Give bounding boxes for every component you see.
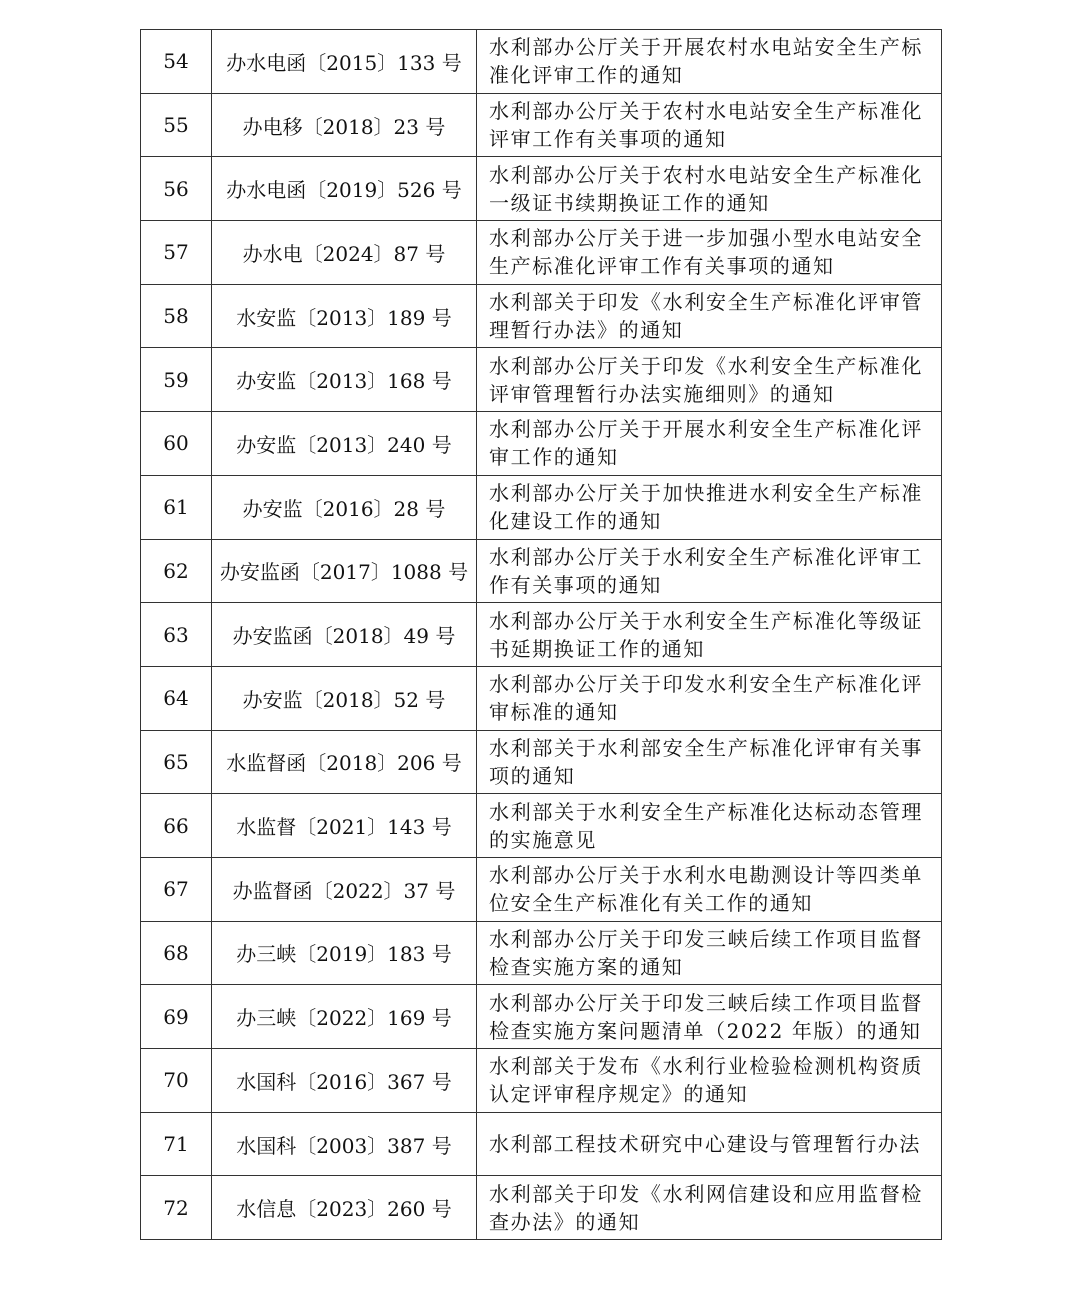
document-title: 水利部办公厅关于印发水利安全生产标准化评审标准的通知 — [477, 666, 942, 730]
table-row — [141, 985, 942, 1049]
row-number: 66 — [141, 794, 212, 858]
table-row — [141, 539, 942, 603]
row-number: 61 — [141, 475, 212, 539]
document-title: 水利部办公厅关于进一步加强小型水电站安全生产标准化评审工作有关事项的通知 — [477, 221, 942, 285]
document-title: 水利部关于印发《水利网信建设和应用监督检查办法》的通知 — [477, 1176, 942, 1240]
table-row — [141, 221, 942, 285]
row-number: 57 — [141, 221, 212, 285]
document-title: 水利部关于水利部安全生产标准化评审有关事项的通知 — [477, 730, 942, 794]
row-number: 71 — [141, 1112, 212, 1176]
row-number: 59 — [141, 348, 212, 412]
table-row — [141, 284, 942, 348]
document-number: 水国科〔2016〕367 号 — [212, 1049, 477, 1113]
row-number: 55 — [141, 93, 212, 157]
table-row — [141, 412, 942, 476]
document-title: 水利部关于印发《水利安全生产标准化评审管理暂行办法》的通知 — [477, 284, 942, 348]
document-number: 办三峡〔2019〕183 号 — [212, 921, 477, 985]
document-number: 办三峡〔2022〕169 号 — [212, 985, 477, 1049]
row-number: 68 — [141, 921, 212, 985]
row-number: 54 — [141, 30, 212, 94]
document-number: 水信息〔2023〕260 号 — [212, 1176, 477, 1240]
row-number: 60 — [141, 412, 212, 476]
document-title: 水利部工程技术研究中心建设与管理暂行办法 — [477, 1112, 942, 1176]
document-title: 水利部办公厅关于农村水电站安全生产标准化一级证书续期换证工作的通知 — [477, 157, 942, 221]
document-number: 水国科〔2003〕387 号 — [212, 1112, 477, 1176]
row-number: 72 — [141, 1176, 212, 1240]
document-title: 水利部关于水利安全生产标准化达标动态管理的实施意见 — [477, 794, 942, 858]
document-title: 水利部办公厅关于开展水利安全生产标准化评审工作的通知 — [477, 412, 942, 476]
document-number: 水监督函〔2018〕206 号 — [212, 730, 477, 794]
table-row — [141, 857, 942, 921]
document-number: 水安监〔2013〕189 号 — [212, 284, 477, 348]
table-row — [141, 666, 942, 730]
table-row — [141, 1112, 942, 1176]
row-number: 69 — [141, 985, 212, 1049]
document-title: 水利部办公厅关于印发《水利安全生产标准化评审管理暂行办法实施细则》的通知 — [477, 348, 942, 412]
row-number: 56 — [141, 157, 212, 221]
document-number: 办电移〔2018〕23 号 — [212, 93, 477, 157]
document-number: 水监督〔2021〕143 号 — [212, 794, 477, 858]
document-title: 水利部办公厅关于加快推进水利安全生产标准化建设工作的通知 — [477, 475, 942, 539]
row-number: 70 — [141, 1049, 212, 1113]
table-row — [141, 1049, 942, 1113]
document-number: 办水电〔2024〕87 号 — [212, 221, 477, 285]
table-row — [141, 475, 942, 539]
document-number: 办安监〔2018〕52 号 — [212, 666, 477, 730]
row-number: 62 — [141, 539, 212, 603]
table-row — [141, 921, 942, 985]
document-number: 办监督函〔2022〕37 号 — [212, 857, 477, 921]
row-number: 58 — [141, 284, 212, 348]
row-number: 63 — [141, 603, 212, 667]
document-number: 办安监〔2013〕240 号 — [212, 412, 477, 476]
document-title: 水利部办公厅关于农村水电站安全生产标准化评审工作有关事项的通知 — [477, 93, 942, 157]
document-list-table — [140, 29, 942, 1240]
document-title: 水利部关于发布《水利行业检验检测机构资质认定评审程序规定》的通知 — [477, 1049, 942, 1113]
document-title: 水利部办公厅关于开展农村水电站安全生产标准化评审工作的通知 — [477, 30, 942, 94]
document-title: 水利部办公厅关于水利安全生产标准化评审工作有关事项的通知 — [477, 539, 942, 603]
table-row — [141, 794, 942, 858]
document-number: 办水电函〔2015〕133 号 — [212, 30, 477, 94]
row-number: 67 — [141, 857, 212, 921]
document-number: 办安监函〔2017〕1088 号 — [212, 539, 477, 603]
table-row — [141, 30, 942, 94]
table-row — [141, 1176, 942, 1240]
table-row — [141, 348, 942, 412]
document-title: 水利部办公厅关于水利水电勘测设计等四类单位安全生产标准化有关工作的通知 — [477, 857, 942, 921]
document-title: 水利部办公厅关于水利安全生产标准化等级证书延期换证工作的通知 — [477, 603, 942, 667]
document-title: 水利部办公厅关于印发三峡后续工作项目监督检查实施方案问题清单（2022 年版）的通知 — [477, 985, 942, 1049]
table-row — [141, 603, 942, 667]
row-number: 65 — [141, 730, 212, 794]
document-number: 办水电函〔2019〕526 号 — [212, 157, 477, 221]
row-number: 64 — [141, 666, 212, 730]
document-title: 水利部办公厅关于印发三峡后续工作项目监督检查实施方案的通知 — [477, 921, 942, 985]
document-number: 办安监函〔2018〕49 号 — [212, 603, 477, 667]
table-row — [141, 157, 942, 221]
document-number: 办安监〔2013〕168 号 — [212, 348, 477, 412]
table-row — [141, 730, 942, 794]
document-number: 办安监〔2016〕28 号 — [212, 475, 477, 539]
table-row — [141, 93, 942, 157]
